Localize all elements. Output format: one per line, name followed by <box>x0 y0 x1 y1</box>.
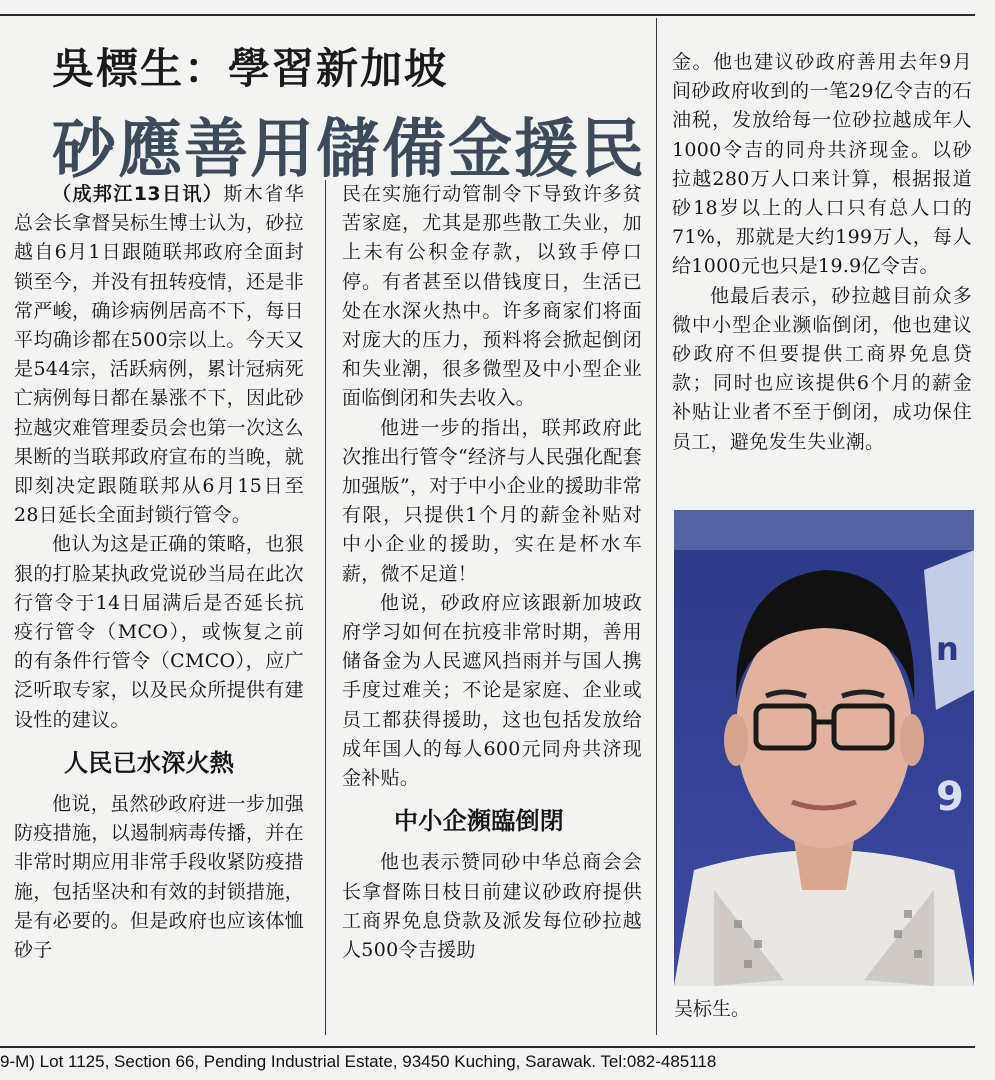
portrait-photo <box>674 510 974 986</box>
photo-caption: 吴标生。 <box>674 998 751 1020</box>
paragraph: 民在实施行动管制令下导致许多贫苦家庭，尤其是那些散工失业，加上未有公积金存款，以致手停口停。有者甚至以借钱度日，生活已处在水深火热中。许多商家们将面对庞大的压力，预料将会掀起倒闭和失业潮，很多微型及中小型企业面临倒闭和失去收入。 <box>342 183 642 410</box>
article-column-1 <box>14 180 304 965</box>
column-divider-1 <box>325 180 326 1035</box>
column-divider-2 <box>656 18 657 1035</box>
paragraph: 他说，砂政府应该跟新加坡政府学习如何在抗疫非常时期，善用储备金为人民遮风挡雨并与国人携手度过难关；不论是家庭、企业或员工都获得援助，这也包括发放给成年国人的每人600元同舟共济现金补贴。 <box>342 591 642 790</box>
headline-kicker: 吳標生：學習新加坡 <box>52 44 449 93</box>
subhead-people-suffering: 人民已水深火熱 <box>64 748 235 777</box>
paragraph <box>14 180 304 530</box>
footer-address: 9-M) Lot 1125, Section 66, Pending Industrial Estate, 93450 Kuching, Sarawak. Tel:082-485118 <box>0 1052 717 1071</box>
paragraph: 他最后表示，砂拉越目前众多微中小型企业濒临倒闭，他也建议砂政府不但要提供工商界免息贷款；同时也应该提供6个月的薪金补贴让业者不至于倒闭，成功保住员工，避免发生失业潮。 <box>672 284 972 453</box>
svg-text:n: n <box>936 630 959 668</box>
paragraph-text: 斯木省华总会长拿督吴标生博士认为，砂拉越自6月1日跟随联邦政府全面封锁至今，并没有扭转疫情，还是非常严峻，确诊病例居高不下，每日平均确诊都在500宗以上。今天又是544宗，活跃病例，累计冠病死亡病例每日都在暴涨不下，因此砂拉越灾难管理委员会也第一次这么果断的当联邦政府宣布的当晚，就即刻决定跟随联邦从6月15日至28日延长全面封锁行管令。 <box>14 183 304 527</box>
paragraph: 他说，虽然砂政府进一步加强防疫措施，以遏制病毒传播，并在非常时期应用非常手段收紧防疫措施，包括坚决和有效的封锁措施，是有必要的。但是政府也应该体恤砂子 <box>14 793 304 962</box>
article-column-2 <box>342 180 642 965</box>
subhead-sme-collapse: 中小企瀕臨倒閉 <box>394 807 565 836</box>
svg-text:9: 9 <box>936 774 964 820</box>
paragraph: 他认为这是正确的策略，也狠狠的打脸某执政党说砂当局在此次行管令于14日届满后是否延长抗疫行管令（MCO），或恢复之前的有条件行管令（CMCO），应广泛听取专家，以及民众所提供有建设性的建议。 <box>14 533 304 731</box>
dateline: （成邦江13日讯） <box>52 183 224 205</box>
paragraph: 金。他也建议砂政府善用去年9月间砂政府收到的一笔29亿令吉的石油税，发放给每一位砂拉越成年人1000令吉的同舟共济现金。以砂拉越280万人口来计算，根据报道砂18岁以上的人口只有总人口的71%，那就是大约199万人，每人给1000元也只是19.9亿令吉。 <box>672 51 972 278</box>
bottom-rule <box>0 1046 975 1048</box>
paragraph: 他进一步的指出，联邦政府此次推出行管令“经济与人民强化配套加强版”，对于中小企业的援助非常有限，只提供1个月的薪金补贴对中小企业的援助，实在是杯水车薪，微不足道！ <box>342 416 642 585</box>
headline-main: 砂應善用儲備金援民 <box>52 113 646 187</box>
paragraph: 他也表示赞同砂中华总商会会长拿督陈日枝日前建议砂政府提供工商界免息贷款及派发每位砂拉越人500令吉援助 <box>342 851 642 962</box>
portrait-illustration <box>674 510 974 986</box>
article-column-3 <box>672 48 972 457</box>
top-rule <box>0 14 975 16</box>
